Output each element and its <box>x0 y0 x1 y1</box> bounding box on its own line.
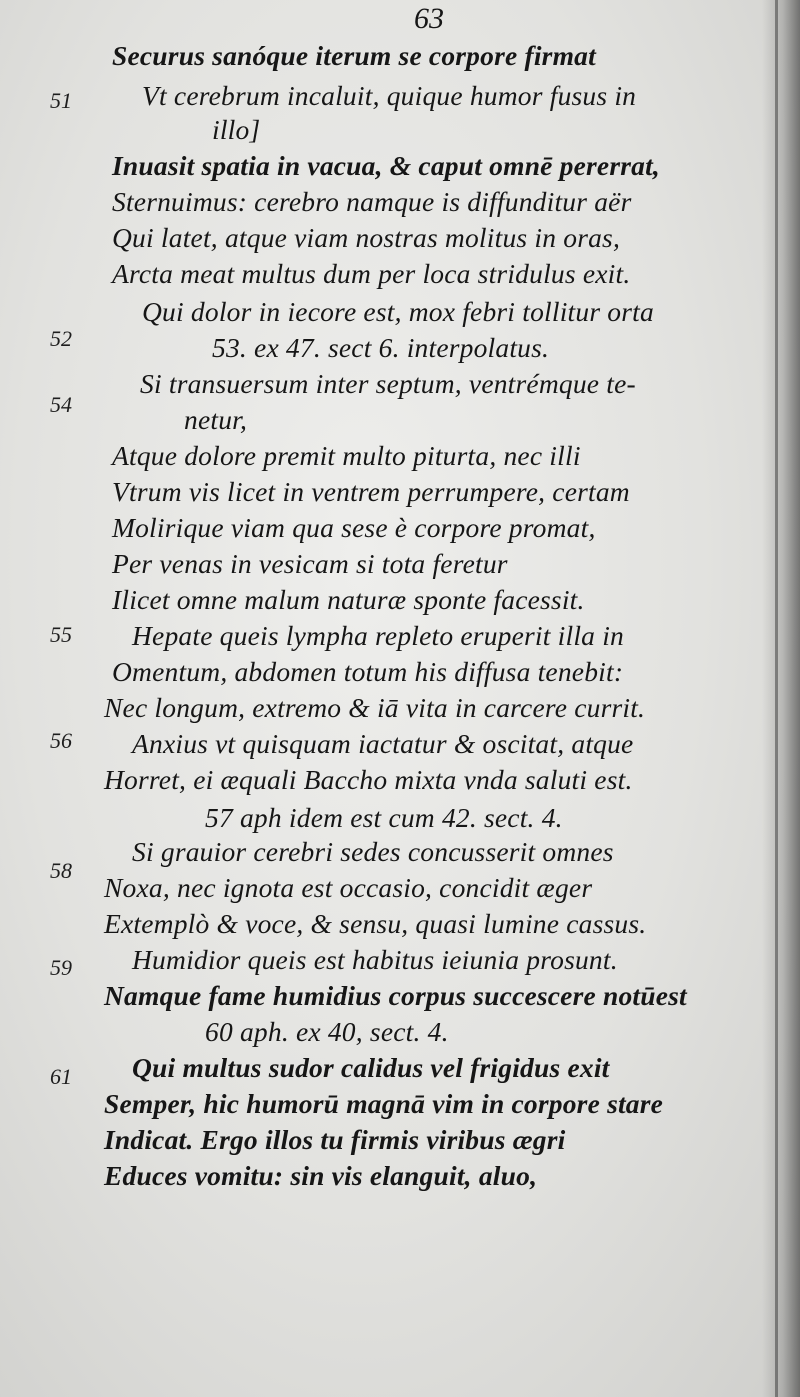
text-line: 53. ex 47. sect 6. interpolatus. <box>212 332 550 363</box>
text-line: Anxius vt quisquam iactatur & oscitat, atque <box>132 728 634 759</box>
text-line: Noxa, nec ignota est occasio, concidit æger <box>104 872 593 903</box>
text-line: Humidior queis est habitus ieiunia prosunt. <box>132 944 618 975</box>
text-line: Semper, hic humorū magnā vim in corpore stare <box>104 1088 664 1119</box>
text-line: Horret, ei æquali Baccho mixta vnda saluti est. <box>104 764 633 795</box>
text-line: illo] <box>212 114 261 145</box>
text-line: Indicat. Ergo illos tu firmis viribus ægri <box>104 1124 566 1155</box>
text-line: Molirique viam qua sese è corpore promat, <box>112 512 596 543</box>
text-line: Inuasit spatia in vacua, & caput omnē pererrat, <box>112 150 660 181</box>
text-line: 60 aph. ex 40, sect. 4. <box>205 1016 449 1047</box>
page-edge <box>775 0 778 1397</box>
text-line: Si transuersum inter septum, ventrémque te- <box>140 368 636 399</box>
margin-number: 55 <box>50 622 72 647</box>
margin-number: 51 <box>50 88 72 113</box>
text-line: Vt cerebrum incaluit, quique humor fusus in <box>142 80 637 111</box>
text-line: Hepate queis lympha repleto eruperit illa in <box>132 620 624 651</box>
text-line: Qui multus sudor calidus vel frigidus exit <box>132 1052 610 1083</box>
text-line: Arcta meat multus dum per loca stridulus exit. <box>112 258 631 289</box>
margin-number: 56 <box>50 728 72 753</box>
text-line: Extemplò & voce, & sensu, quasi lumine cassus. <box>104 908 647 939</box>
page-number: 63 <box>414 2 444 35</box>
text-line: netur, <box>184 404 248 435</box>
text-line: Educes vomitu: sin vis elanguit, aluo, <box>104 1160 538 1191</box>
text-line: Ilicet omne malum naturæ sponte facessit. <box>112 584 585 615</box>
text-line: Sternuimus: cerebro namque is diffunditur aër <box>112 186 632 217</box>
text-line: Securus sanóque iterum se corpore firmat <box>112 40 596 71</box>
margin-number: 58 <box>50 858 72 883</box>
text-line: Atque dolore premit multo piturta, nec illi <box>112 440 581 471</box>
text-line: Per venas in vesicam si tota feretur <box>112 548 508 579</box>
text-line: Nec longum, extremo & iā vita in carcere currit. <box>104 692 646 723</box>
margin-number: 59 <box>50 955 72 980</box>
text-line: Si grauior cerebri sedes concusserit omnes <box>132 836 614 867</box>
text-line: Qui latet, atque viam nostras molitus in oras, <box>112 222 621 253</box>
text-line: Omentum, abdomen totum his diffusa tenebit: <box>112 656 624 687</box>
text-line: Namque fame humidius corpus succescere notūest <box>104 980 687 1011</box>
margin-number: 54 <box>50 392 72 417</box>
margin-number: 52 <box>50 326 72 351</box>
margin-number: 61 <box>50 1064 72 1089</box>
text-line: 57 aph idem est cum 42. sect. 4. <box>205 802 563 833</box>
page-spine-shadow <box>762 0 800 1397</box>
text-line: Vtrum vis licet in ventrem perrumpere, certam <box>112 476 630 507</box>
text-line: Qui dolor in iecore est, mox febri tollitur orta <box>142 296 654 327</box>
